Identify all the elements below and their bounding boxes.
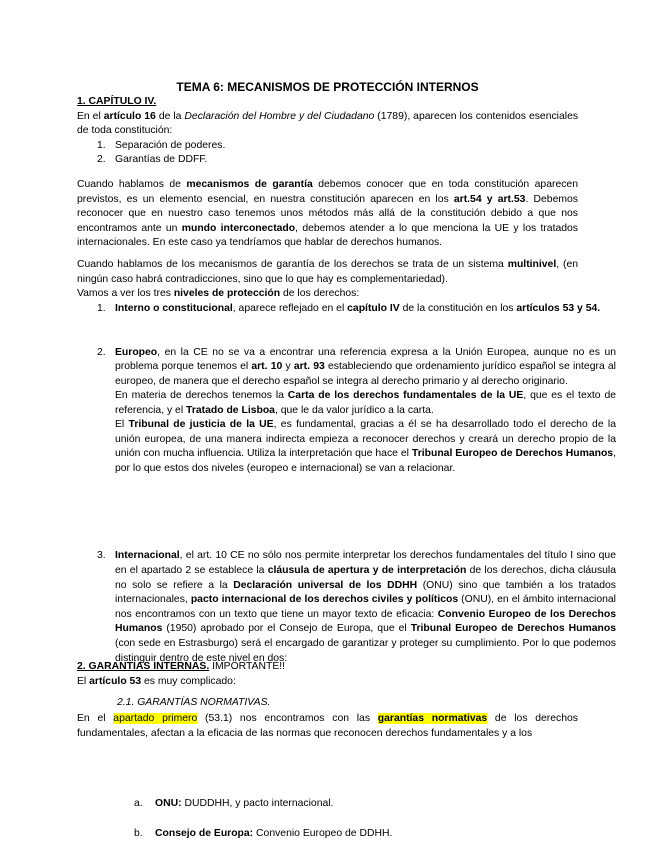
bold-mecanismos: mecanismos de garantía — [186, 179, 313, 190]
intro-text-c: de la — [158, 110, 182, 122]
importante-note: IMPORTANTE!! — [212, 661, 286, 672]
level-3-item: 3. Internacional, el art. 10 CE no sólo nos permite interpretar los derechos fundamentales del título I sino que en el apartado 2 se establece la cláusula de apertura y de interpretación de los derechos, dicha cláusula no solo se refiere a la Declaración universal de los DDHH (ONU) sino que también a los tratados internacionales, pacto internacional de los derechos civiles y políticos (ONU), en el ámbito internacional nos encontramos con un texto que tiene un mayor texto de eficacia: Convenio Europeo de los Derechos Humanos (1950) aprobado por el Consejo de Europa, que el Tribunal Europeo de Derechos Humanos (con sede en Estrasburgo) será el encargado de garantizar y proteger su cumplimiento. Por lo que podemos distinguir dentro de este nivel en dos: — [97, 550, 617, 664]
highlight-garantias-normativas: garantías normativas — [377, 713, 488, 724]
bold-mundo: mundo interconectado — [181, 222, 296, 234]
bold-niveles: niveles de protección — [173, 288, 281, 299]
section-1-intro — [77, 110, 578, 139]
intro-text-a: En el — [77, 110, 101, 122]
paragraph-garantias: Cuando hablamos de mecanismos de garantía debemos conocer que en toda constitución aparecen previstos, es un elemento esencial, en nuestra constitución aparecen en los art.54 y art.53. Debemos reconocer que en nuestro caso tenemos unos métodos más allá de la constitución debido a que nos encontramos ante un mundo interconectado, debemos atender a lo que menciona la UE y los tratados internacionales. En este caso ya tendríamos que hablar de derechos humanos. — [77, 179, 579, 249]
section-2-heading: 2. GARANTÍAS INTERNAS. — [77, 661, 210, 672]
level-2-carta: En materia de derechos tenemos la Carta de los derechos fundamentales de la UE, que es el texto de referencia, y el Tratado de Lisboa, que le da valor jurídico a la carta. — [115, 390, 616, 416]
intro-text-e: (1789), aparecen los contenidos esenciales de toda constitución: — [77, 110, 579, 137]
sub-item-onu: a. ONU: DUDDHH, y pacto internacional. — [134, 798, 334, 810]
paragraph-multinivel: Cuando hablamos de los mecanismos de garantía de los derechos se trata de un sistema multinivel, (en ningún caso habrá contradicciones, sino que lo que hay es complementariedad). — [77, 259, 578, 285]
section-1 — [77, 95, 578, 168]
page-title: TEMA 6: MECANISMOS DE PROTECCIÓN INTERNOS — [176, 80, 479, 94]
intro-declaration: Declaración del Hombre y del Ciudadano — [184, 110, 375, 122]
intro-article-16: artículo 16 — [103, 110, 156, 122]
level-2-tribunal: El Tribunal de justicia de la UE, es fundamental, gracias a él se ha desarrollado todo el derecho de la unión europea, de una manera indirecta empieza a reconocer derechos y creará un derecho propio de la unión con mucha influencia. Utiliza la interpretación que hace el Tribunal Europeo de Derechos Humanos, por lo que estos dos niveles (europeo e internacional) se van a relacionar. — [115, 419, 616, 474]
list-item: 2. Garantías de DDFF. — [97, 154, 208, 166]
bold-multinivel: multinivel — [507, 259, 557, 270]
section-2-intro: El artículo 53 es muy complicado: — [77, 676, 236, 687]
paragraph-niveles: Vamos a ver los tres niveles de protección de los derechos: — [77, 288, 360, 299]
sub-item-consejo: b. Consejo de Europa: Convenio Europeo de DDHH. — [134, 827, 393, 839]
section-2-1-heading: 2.1. GARANTÍAS NORMATIVAS. — [117, 697, 271, 708]
level-1-item: 1. Interno o constitucional, aparece reflejado en el capítulo IV de la constitución en los artículos 53 y 54. — [97, 303, 601, 314]
level-2-item: 2. Europeo, en la CE no se va a encontrar una referencia expresa a la Unión Europea, aunque no es un problema porque tenemos el art. 10 y art. 93 estableciendo que ordenamiento jurídico español se integra al europeo, de manera que el derecho español se integra al derecho primario y al derecho originario. — [97, 346, 616, 387]
highlight-apartado-primero: apartado primero — [113, 713, 198, 724]
section-1-heading: 1. CAPÍTULO IV. — [77, 96, 157, 107]
paragraph-garantias-normativas: En el apartado primero (53.1) nos encontramos con las garantías normativas de los derechos fundamentales, afectan a la eficacia de las normas que reconocen derechos fundamentales y a los — [77, 713, 578, 739]
bold-articles: art.54 y art.53 — [453, 193, 526, 205]
list-item: 1. Separación de poderes. — [97, 139, 226, 151]
section-2 — [77, 660, 578, 675]
